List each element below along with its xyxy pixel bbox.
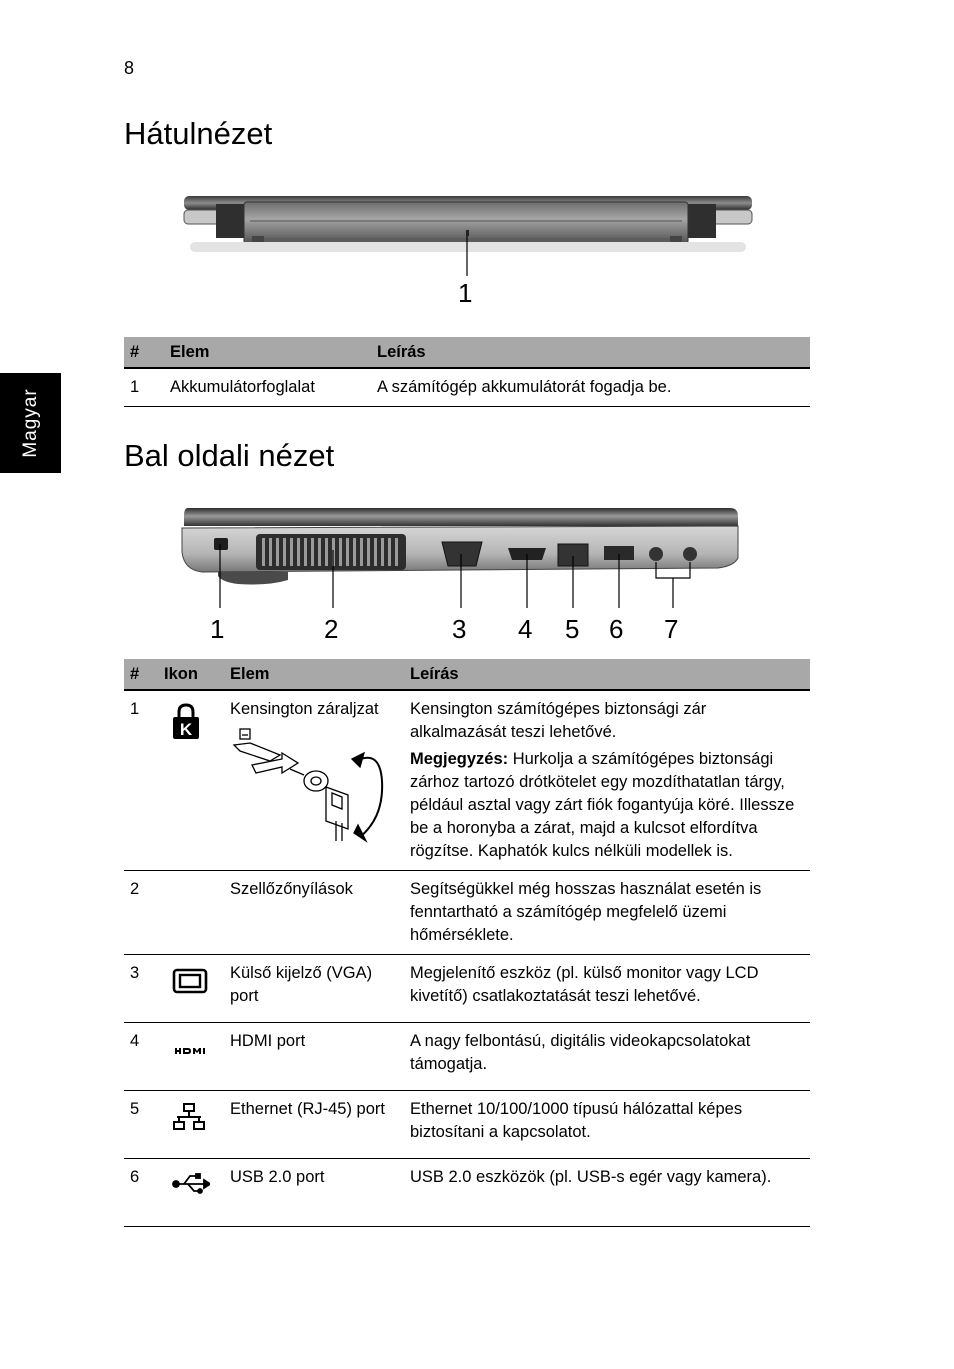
hdmi-icon [172, 1034, 212, 1060]
left-callout-6: 6 [609, 614, 624, 644]
table-row [124, 690, 810, 871]
left-view-title: Bal oldali nézet [124, 438, 335, 473]
vga-port-icon [172, 966, 208, 996]
row-item: Akkumulátorfoglalat [164, 368, 371, 407]
table-header-row [124, 659, 810, 690]
note-text: Hurkolja a számítógépes biztonsági zárhoz tartozó drótkötelet egy mozdíthatatlan tárgy, például asztal vagy zárt fiók fogantyúja köré. Illessze be a horonyba a zárat, majd a kulcsot elfordítva rögzítse. Kaphatók kulcs nélküli modellek is. [410, 750, 795, 860]
left-callout-3: 3 [452, 614, 467, 644]
page-number: 8 [124, 58, 135, 78]
table-row [124, 1091, 810, 1159]
left-callout-5: 5 [565, 614, 580, 644]
svg-text:K: K [179, 720, 193, 739]
row-number: 1 [124, 690, 158, 871]
language-side-tab [0, 373, 61, 473]
left-callout-4: 4 [518, 614, 533, 644]
note-label: Megjegyzés: [410, 750, 509, 768]
col-header-item: Elem [224, 659, 404, 690]
row-number: 1 [124, 368, 164, 407]
row-description: A számítógép akkumulátorát fogadja be. [371, 368, 810, 407]
kensington-lock-illustration [230, 725, 390, 843]
left-view-illustration [178, 500, 744, 650]
col-header-description: Leírás [404, 659, 810, 690]
table-row [124, 871, 810, 955]
row-number: 5 [124, 1091, 158, 1159]
row-note [410, 748, 804, 863]
left-callout-7: 7 [664, 614, 679, 644]
row-description: USB 2.0 eszközök (pl. USB-s egér vagy kamera). [404, 1159, 810, 1227]
col-header-number: # [124, 337, 164, 368]
row-item: Külső kijelző (VGA) port [224, 955, 404, 1023]
row-description: A nagy felbontású, digitális videokapcsolatokat támogatja. [404, 1023, 810, 1091]
table-row [124, 368, 810, 407]
row-item: Szellőzőnyílások [224, 871, 404, 955]
rear-view-table [124, 337, 810, 407]
col-header-item: Elem [164, 337, 371, 368]
row-description: Kensington számítógépes biztonsági zár alkalmazását teszi lehetővé. [410, 700, 707, 741]
rear-view-title: Hátulnézet [124, 116, 273, 151]
kensington-lock-icon [172, 702, 200, 740]
table-header-row [124, 337, 810, 368]
row-description: Megjelenítő eszköz (pl. külső monitor vagy LCD kivetítő) csatlakoztatását teszi lehetővé. [404, 955, 810, 1023]
ethernet-icon [172, 1102, 206, 1132]
left-view-table [124, 659, 810, 1227]
col-header-number: # [124, 659, 158, 690]
col-header-description: Leírás [371, 337, 810, 368]
row-item: Kensington záraljzat [230, 700, 379, 718]
table-row [124, 1159, 810, 1227]
row-number: 6 [124, 1159, 158, 1227]
row-icon-empty [158, 871, 224, 955]
rear-view-illustration [180, 190, 756, 310]
row-number: 4 [124, 1023, 158, 1091]
left-callout-1: 1 [210, 614, 225, 644]
usb-icon [172, 1170, 210, 1194]
row-description: Segítségükkel még hosszas használat esetén is fenntartható a számítógép megfelelő üzemi hőmérséklete. [404, 871, 810, 955]
row-item: USB 2.0 port [224, 1159, 404, 1227]
row-description: Ethernet 10/100/1000 típusú hálózattal képes biztosítani a kapcsolatot. [404, 1091, 810, 1159]
row-item: Ethernet (RJ-45) port [224, 1091, 404, 1159]
row-number: 3 [124, 955, 158, 1023]
col-header-icon: Ikon [158, 659, 224, 690]
left-callout-2: 2 [324, 614, 339, 644]
rear-callout-1: 1 [458, 278, 473, 308]
side-tab-label: Magyar [19, 388, 41, 458]
row-item: HDMI port [224, 1023, 404, 1091]
table-row [124, 955, 810, 1023]
table-row [124, 1023, 810, 1091]
row-number: 2 [124, 871, 158, 955]
